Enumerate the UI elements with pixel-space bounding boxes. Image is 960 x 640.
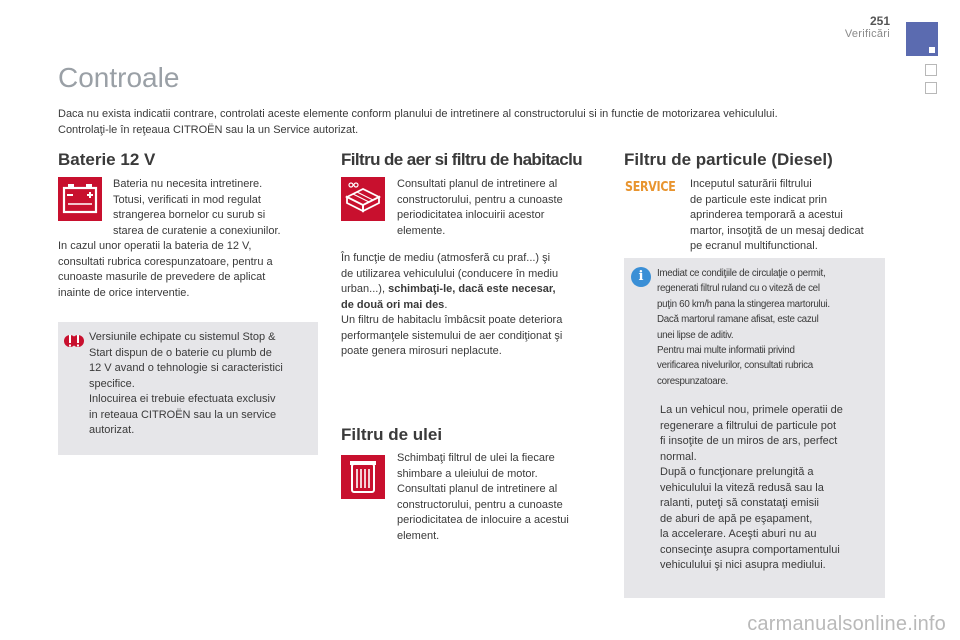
page-number: 251 — [869, 14, 890, 28]
particle-info-text: Imediat ce condiţiile de circulaţie o permit, regenerati filtrul ruland cu o viteză de cel puţin 60 km/h pana la stingerea martorului. Dacă martorul ramane afisat, este cazul unei lipse de aditiv. Pentru mai multe informatii privind verificarea nivelurilor, consultati rubrica corespunzatoare. — [657, 268, 830, 387]
oil-filter-heading: Filtru de ulei — [341, 425, 443, 444]
service-warning-light: SERVICE — [625, 180, 676, 195]
section-name: Verificări — [844, 28, 890, 40]
intro-text: Daca nu exista indicatii contrare, controlati aceste elemente conform planului de intretinere al constructorului si in functie de motorizarea vehiculului. Controlaţi-le în reţeaua CITROËN sau la un Service autorizat. — [58, 108, 778, 136]
air-filter-intro: Consultati planul de intretinere al constructorului, pentru a cunoaste periodicitatea inlocuirii acestor elemente. — [397, 178, 563, 237]
battery-intro: Bateria nu necesita intretinere. Totusi, verificati in mod regulat strangerea bornelor cu surub si starea de curatenie a conexiunilor. — [113, 178, 281, 237]
section-tab[interactable] — [925, 64, 937, 76]
watermark: carmanualsonline.info — [747, 613, 946, 635]
section-tab-active[interactable] — [906, 22, 938, 56]
oil-filter-text: Schimbaţi filtrul de ulei la fiecare shimbare a uleiului de motor. Consultati planul de intretinere al constructorului, pentru a cunoaste periodicitatea de inlocuire a acestui element. — [397, 452, 569, 542]
particle-filter-heading: Filtru de particule (Diesel) — [624, 150, 833, 169]
air-filter-text: În funcţie de mediu (atmosferă cu praf...) şi de utilizarea vehiculului (conducere în mediu urban...), schimbaţi-le, dacă este necesar, de două ori mai des. Un filtru de habitaclu îmbâcsit poate deteriora performanţele sistemului de aer condiţionat şi poate genera mirosuri neplacute. — [341, 252, 563, 357]
section-tab[interactable] — [925, 82, 937, 94]
air-filter-icon — [341, 177, 385, 221]
page-title: Controale — [58, 62, 180, 93]
particle-info-note: La un vehicul nou, primele operatii de regenerare a filtrului de particule pot fi insoţite de un miros de ars, perfect normal. După o funcţionare prelungită a vehiculului la viteză redusă sau la ralanti, puteţi să constataţi emisii de aburi de apă pe eşapament, la accelerare. Aceşti aburi nu au consecinţe asupra comportamentului vehiculului şi nici asupra mediului. — [660, 404, 843, 571]
battery-text: In cazul unor operatii la bateria de 12 V, consultati rubrica corespunzatoare, pentru a cunoaste masurile de prevedere de aplicat inainte de orice interventie. — [58, 240, 273, 299]
info-icon: i — [631, 267, 651, 287]
battery-icon — [58, 177, 102, 221]
particle-filter-text: Inceputul saturării filtrului de particule este indicat prin aprinderea temporară a acestui martor, insoţită de un mesaj dedicat pe ecranul multifunctional. — [690, 178, 864, 252]
air-filter-heading: Filtru de aer si filtru de habitaclu — [341, 150, 583, 169]
warning-icon — [64, 331, 84, 351]
battery-heading: Baterie 12 V — [58, 150, 156, 169]
oil-filter-icon — [341, 455, 385, 499]
battery-warning-text: Versiunile echipate cu sistemul Stop & Start dispun de o baterie cu plumb de 12 V avand o tehnologie si caracteristici specifice. Inlocuirea ei trebuie efectuata exclusiv in reteaua CITROËN sau la un service autorizat. — [89, 331, 283, 436]
